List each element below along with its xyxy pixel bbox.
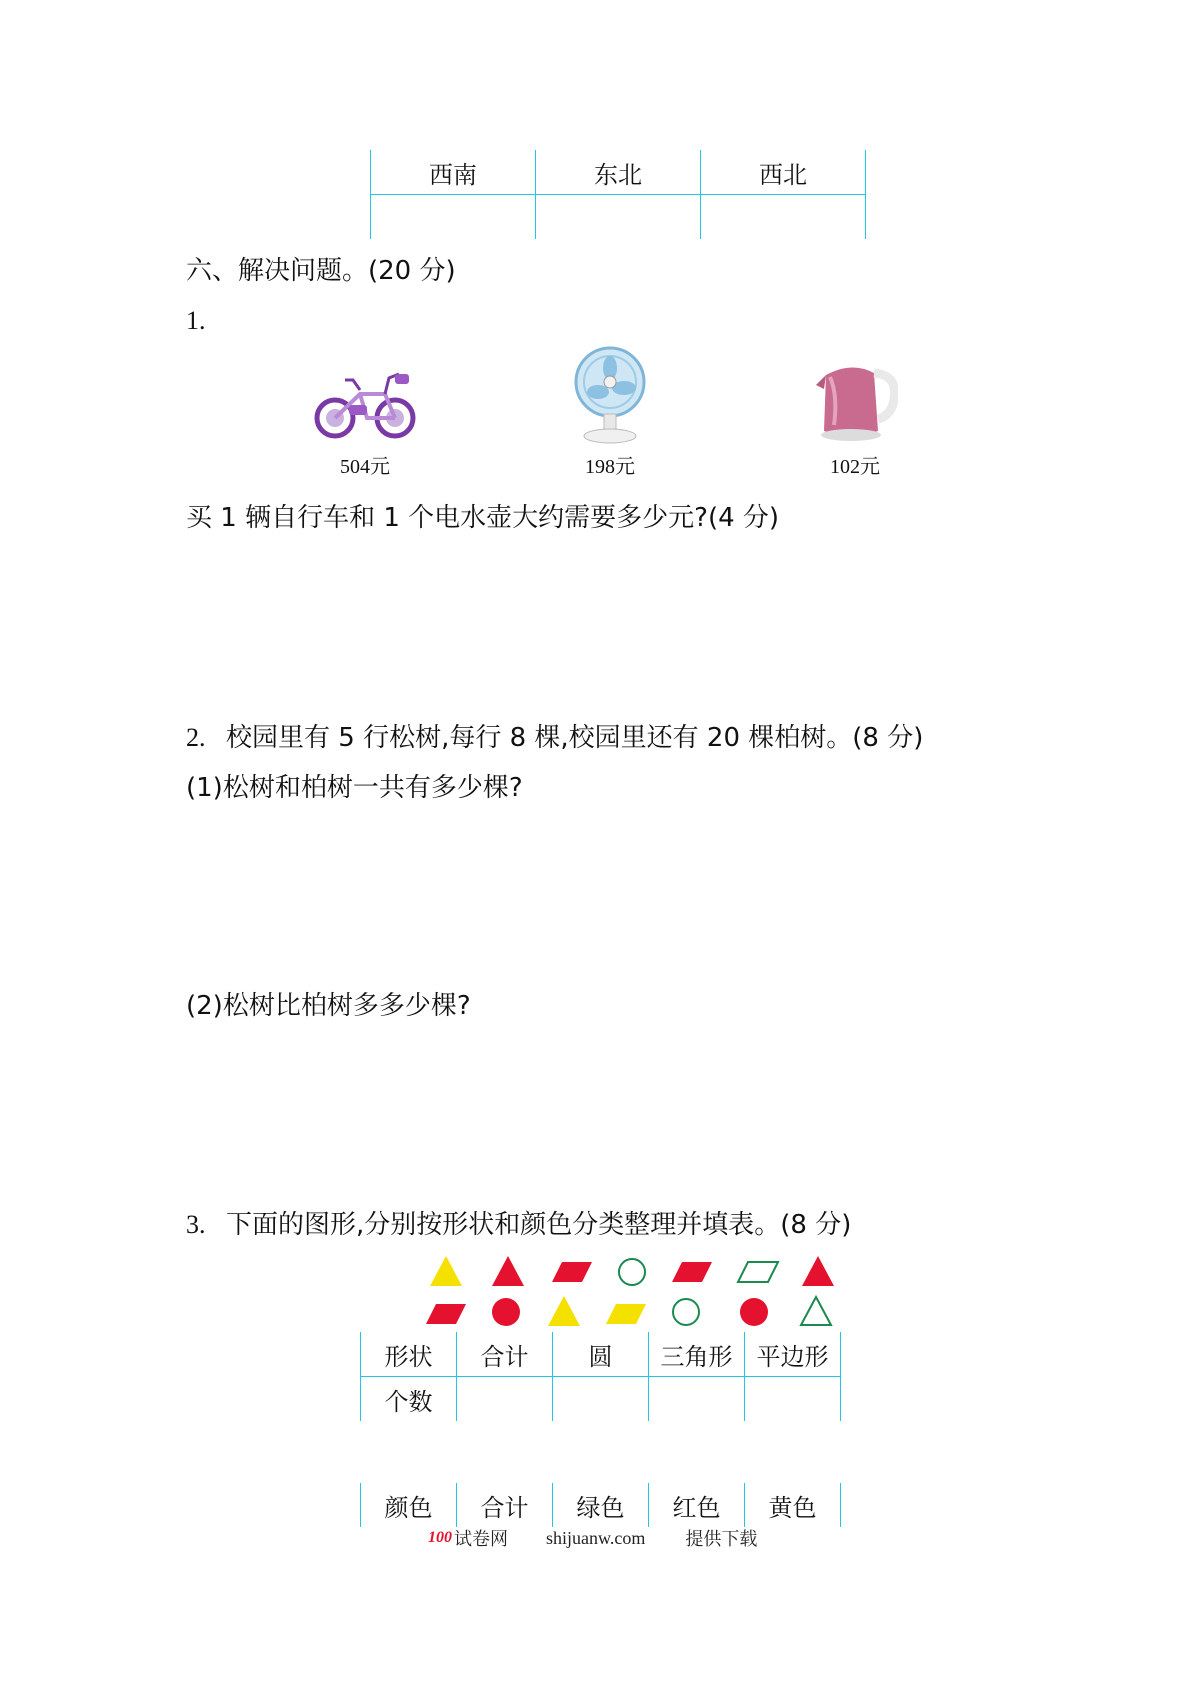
green-triangle-outline-icon xyxy=(798,1294,834,1328)
q2-sub1: (1)松树和柏树一共有多少棵? xyxy=(186,773,523,803)
footer-logo: 100 xyxy=(428,1529,452,1546)
bicycle-icon xyxy=(305,360,425,450)
color-table-header-1: 颜色 xyxy=(361,1483,457,1527)
green-parallelogram-outline-icon xyxy=(736,1260,780,1284)
direction-header-1: 西南 xyxy=(371,150,536,195)
kettle-item xyxy=(812,355,898,445)
red-circle-icon xyxy=(490,1296,522,1328)
yellow-parallelogram-icon xyxy=(604,1302,648,1326)
q1-question: 买 1 辆自行车和 1 个电水壶大约需要多少元?(4 分) xyxy=(186,503,780,533)
green-circle-outline-icon xyxy=(670,1296,702,1328)
shape-table-row-label: 个数 xyxy=(361,1377,457,1422)
red-parallelogram-icon xyxy=(424,1302,468,1326)
direction-cell-2[interactable] xyxy=(536,195,701,240)
direction-header-2: 东北 xyxy=(536,150,701,195)
shape-count-table xyxy=(360,1332,841,1421)
shape-table-header-3: 圆 xyxy=(553,1332,649,1377)
q1-number: 1. xyxy=(186,306,206,335)
red-parallelogram-icon xyxy=(670,1260,714,1284)
shape-table-header-4: 三角形 xyxy=(649,1332,745,1377)
red-triangle-icon xyxy=(490,1254,526,1288)
footer-site-name: 试卷网 xyxy=(454,1529,508,1549)
red-parallelogram-icon xyxy=(550,1260,594,1284)
shape-table-header-2: 合计 xyxy=(457,1332,553,1377)
color-count-table xyxy=(360,1483,841,1527)
bicycle-item xyxy=(305,360,425,450)
yellow-triangle-icon xyxy=(546,1294,582,1328)
footer-url[interactable]: shijuanw.com xyxy=(546,1527,646,1548)
red-circle-icon xyxy=(738,1296,770,1328)
q2-sub2: (2)松树比柏树多多少棵? xyxy=(186,991,471,1021)
q3-number: 3. xyxy=(186,1210,206,1239)
shape-table-cell-circle[interactable] xyxy=(553,1377,649,1422)
footer-note: 提供下载 xyxy=(685,1529,758,1549)
color-table-header-3: 绿色 xyxy=(553,1483,649,1527)
direction-table xyxy=(370,150,866,239)
q2-text: 校园里有 5 行松树,每行 8 棵,校园里还有 20 棵柏树。(8 分) xyxy=(226,723,924,753)
color-table-header-4: 红色 xyxy=(649,1483,745,1527)
direction-header-3: 西北 xyxy=(701,150,866,195)
red-triangle-icon xyxy=(800,1254,836,1288)
direction-cell-1[interactable] xyxy=(371,195,536,240)
color-table-header-5: 黄色 xyxy=(745,1483,841,1527)
footer xyxy=(428,1525,757,1551)
section-title: 六、解决问题。(20 分) xyxy=(186,256,456,286)
bicycle-price: 504元 xyxy=(340,456,390,478)
shape-table-header-5: 平边形 xyxy=(745,1332,841,1377)
fan-price: 198元 xyxy=(585,456,635,478)
q3-text: 下面的图形,分别按形状和颜色分类整理并填表。(8 分) xyxy=(226,1210,852,1240)
kettle-price: 102元 xyxy=(830,456,880,478)
yellow-triangle-icon xyxy=(428,1254,464,1288)
fan-item xyxy=(570,346,650,444)
shape-table-cell-total[interactable] xyxy=(457,1377,553,1422)
green-circle-outline-icon xyxy=(616,1256,648,1288)
kettle-icon xyxy=(812,355,898,445)
direction-cell-3[interactable] xyxy=(701,195,866,240)
q2-number: 2. xyxy=(186,723,206,752)
fan-icon xyxy=(570,346,650,444)
shape-table-cell-parallelogram[interactable] xyxy=(745,1377,841,1422)
shape-table-header-1: 形状 xyxy=(361,1332,457,1377)
shape-table-cell-triangle[interactable] xyxy=(649,1377,745,1422)
color-table-header-2: 合计 xyxy=(457,1483,553,1527)
